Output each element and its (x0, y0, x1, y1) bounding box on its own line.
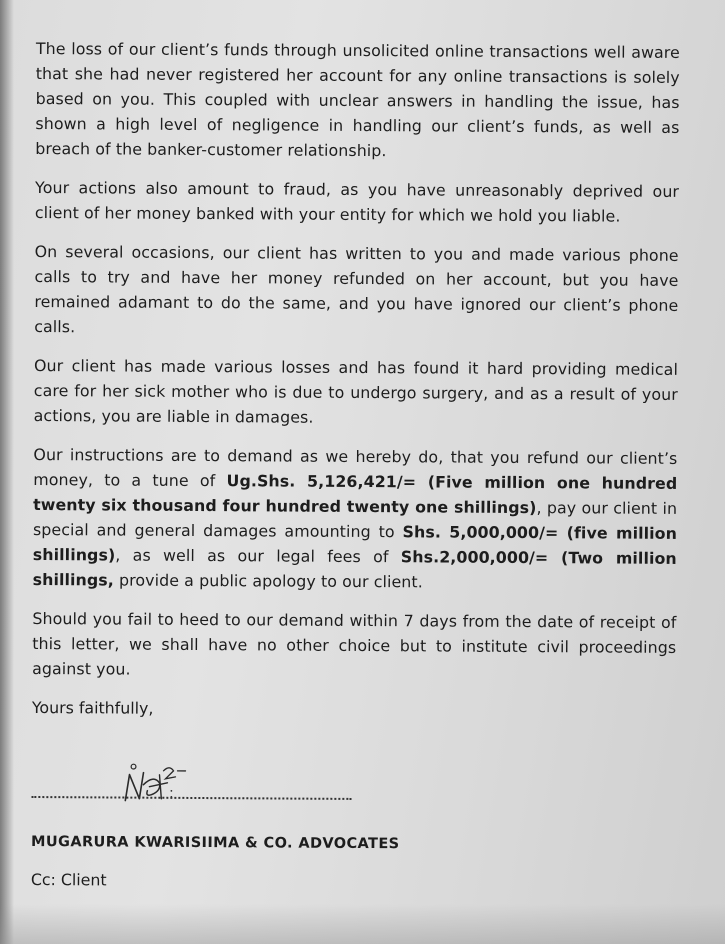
cc-line: Cc: Client (30, 869, 107, 890)
closing-salutation: Yours faithfully, (31, 697, 154, 718)
page-bottom-shadow (0, 904, 725, 944)
letter-body (31, 36, 680, 893)
paragraph-text: Our instructions are to demand as we hereby do, that you refund our client’s money, to a tune of (33, 444, 678, 491)
letter-paragraph (35, 175, 679, 229)
paragraph-text: On several occasions, our client has written to you and made various phone calls to try and have her money refunded on her account, but you have remained adamant to do the same, and you have ignored our client’s phone calls. (34, 241, 679, 337)
letter-paragraph (33, 442, 678, 596)
page-edge-shadow (0, 0, 14, 944)
letter-paragraph (35, 36, 680, 165)
paragraph-text: provide a public apology to our client. (113, 570, 423, 592)
paragraph-text: Your actions also amount to fraud, as you have unreasonably deprived our client of her money banked with your entity for which we hold you liable. (34, 177, 680, 226)
bold-amount-text: Ug.Shs. 5,126,421/= (Five million one hundred twenty six thousand four hundred twenty one shillings) (33, 471, 678, 518)
letter-paragraph (34, 239, 679, 343)
paragraph-text: Our client has made various losses and has found it hard providing medical care for her sick mother who is due to undergo surgery, and as a result of your actions, you are liable in damages. (33, 355, 679, 427)
bold-amount-text: Shs.2,000,000/= (Two million shillings, (32, 547, 677, 590)
handwritten-signature (115, 760, 205, 809)
paragraph-text: , as well as our legal fees of (115, 545, 401, 567)
paragraph-text: , pay our client in special and general damages amounting to (32, 498, 678, 542)
paragraph-text: Should you fail to heed to our demand within 7 days from the date of receipt of this letter, we shall have no other choice but to institute civil proceedings against you. (32, 608, 677, 679)
bold-amount-text: Shs. 5,000,000/= (five million shillings) (32, 522, 678, 565)
letter-paragraphs (32, 36, 680, 685)
signatory-firm-name: MUGARURA KWARISIIMA & CO. ADVOCATES (31, 833, 400, 853)
paragraph-text: The loss of our client’s funds through unsolicited online transactions well aware that she had never registered her account for any online transactions is solely based on you. This coupled with unclear answers in handling the issue, has shown a high level of negligence in handling our client’s funds, as well as breach of the banker-customer relationship. (35, 38, 680, 161)
signature-block (31, 760, 351, 822)
letter-paragraph (32, 606, 676, 685)
letter-paragraph (34, 353, 678, 432)
